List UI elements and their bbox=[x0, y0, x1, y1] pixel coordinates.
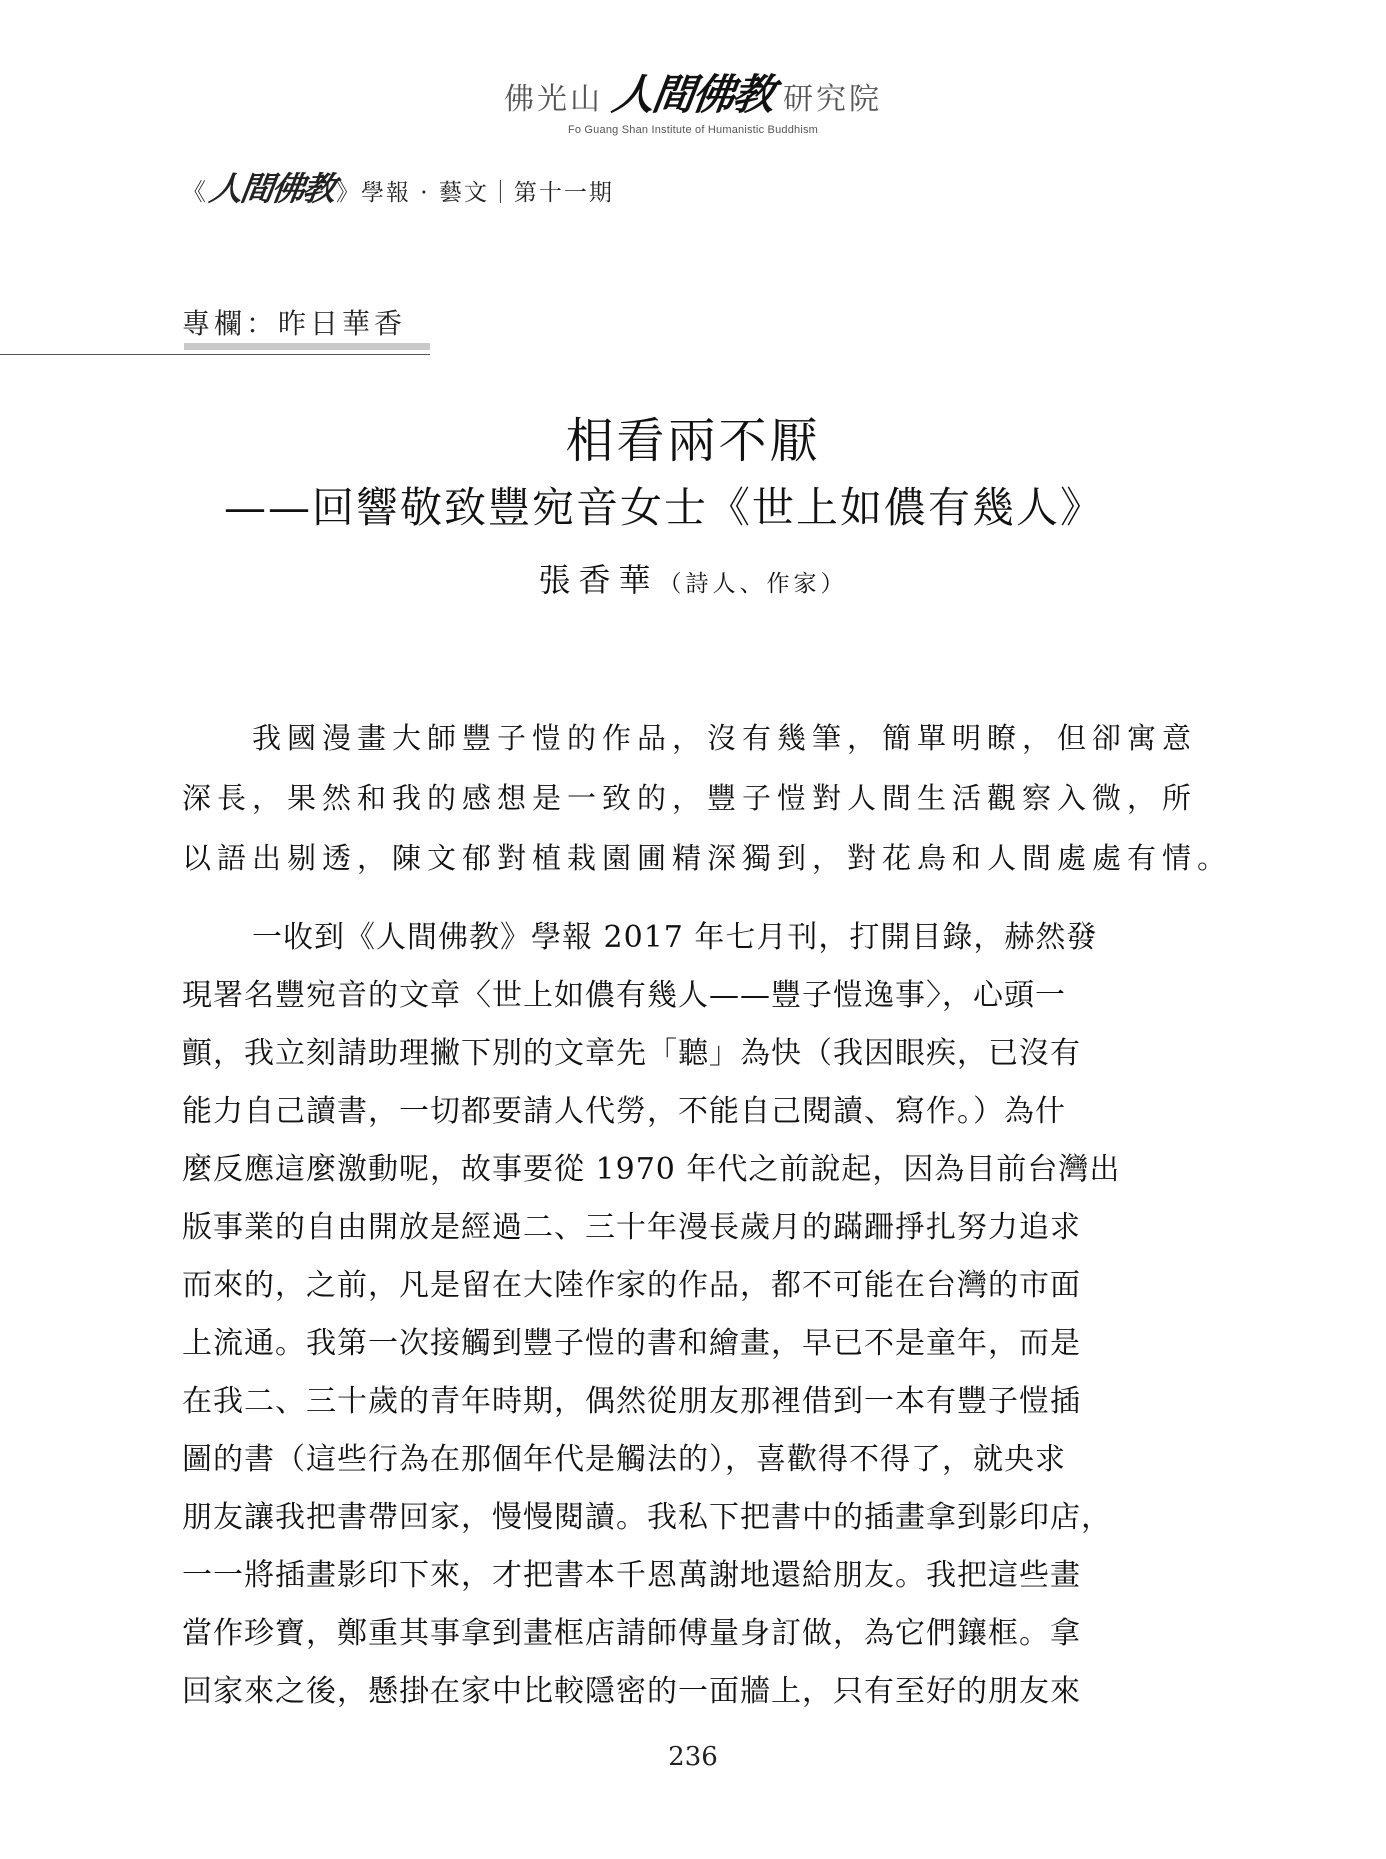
author-note: （詩人、作家） bbox=[658, 571, 848, 597]
body-line: 版事業的自由開放是經過二、三十年漫長歲月的蹣跚掙扎努力追求 bbox=[182, 1210, 1081, 1245]
institute-name bbox=[0, 62, 1386, 122]
intro-line: 深長，果然和我的感想是一致的，豐子愷對人間生活觀察入微，所 bbox=[182, 781, 1198, 815]
body-line: 圖的書（這些行為在那個年代是觸法的），喜歡得不得了，就央求 bbox=[182, 1442, 1066, 1477]
body-line: 在我二、三十歲的青年時期，偶然從朋友那裡借到一本有豐子愷插 bbox=[182, 1384, 1081, 1419]
author-byline bbox=[0, 555, 1386, 601]
body-line: 而來的，之前，凡是留在大陸作家的作品，都不可能在台灣的市面 bbox=[182, 1268, 1081, 1303]
body-line: 回家來之後，懸掛在家中比較隱密的一面牆上，只有至好的朋友來 bbox=[182, 1674, 1081, 1709]
author-name: 張香華 bbox=[538, 561, 659, 599]
journal-running-head bbox=[182, 163, 614, 210]
column-divider-line bbox=[0, 354, 430, 355]
intro-line: 以語出剔透，陳文郁對植栽園圃精深獨到，對花鳥和人間處處有情。 bbox=[182, 841, 1233, 875]
institute-header bbox=[0, 62, 1386, 136]
column-underline bbox=[184, 343, 430, 350]
institute-name-part1: 佛光山 bbox=[503, 82, 603, 117]
column-label: 專欄：昨日華香 bbox=[182, 307, 407, 340]
body-line: 朋友讓我把書帶回家，慢慢閱讀。我私下把書中的插畫拿到影印店， bbox=[182, 1500, 1112, 1535]
body-line: 一一將插畫影印下來，才把書本千恩萬謝地還給朋友。我把這些畫 bbox=[182, 1558, 1081, 1593]
body-line: 一收到《人間佛教》學報 2017 年七月刊，打開目錄，赫然發 bbox=[252, 920, 1098, 955]
institute-logo-calligraphy: 人間佛教 bbox=[609, 70, 777, 119]
body-line: 當作珍寶，鄭重其事拿到畫框店請師傅量身訂做，為它們鑲框。拿 bbox=[182, 1616, 1081, 1651]
journal-logo-calligraphy: 人間佛教 bbox=[206, 169, 337, 208]
journal-issue-text: 》學報 · 藝文｜第十一期 bbox=[336, 180, 614, 206]
intro-paragraph bbox=[182, 708, 1233, 888]
page-number: 236 bbox=[668, 1742, 718, 1772]
intro-line: 我國漫畫大師豐子愷的作品，沒有幾筆，簡單明瞭，但卻寓意 bbox=[252, 721, 1198, 755]
body-line: 能力自己讀書，一切都要請人代勞，不能自己閱讀、寫作。）為什 bbox=[182, 1094, 1066, 1129]
body-line: 顫，我立刻請助理撇下別的文章先「聽」為快（我因眼疾，已沒有 bbox=[182, 1036, 1081, 1071]
body-line: 現署名豐宛音的文章〈世上如儂有幾人——豐子愷逸事〉，心頭一 bbox=[182, 978, 1066, 1013]
article-subtitle: ——回響敬致豐宛音女士《世上如儂有幾人》 bbox=[224, 483, 1105, 532]
body-paragraph bbox=[182, 909, 1182, 1721]
body-line: 麼反應這麼激動呢，故事要從 1970 年代之前說起，因為目前台灣出 bbox=[182, 1152, 1121, 1187]
institute-english-name: Fo Guang Shan Institute of Humanistic Buddhism bbox=[567, 124, 819, 136]
article-title: 相看兩不厭 bbox=[565, 413, 821, 469]
institute-name-part2: 研究院 bbox=[783, 82, 882, 117]
body-line: 上流通。我第一次接觸到豐子愷的書和繪畫，早已不是童年，而是 bbox=[182, 1326, 1081, 1361]
journal-open-bracket: 《 bbox=[182, 178, 208, 206]
